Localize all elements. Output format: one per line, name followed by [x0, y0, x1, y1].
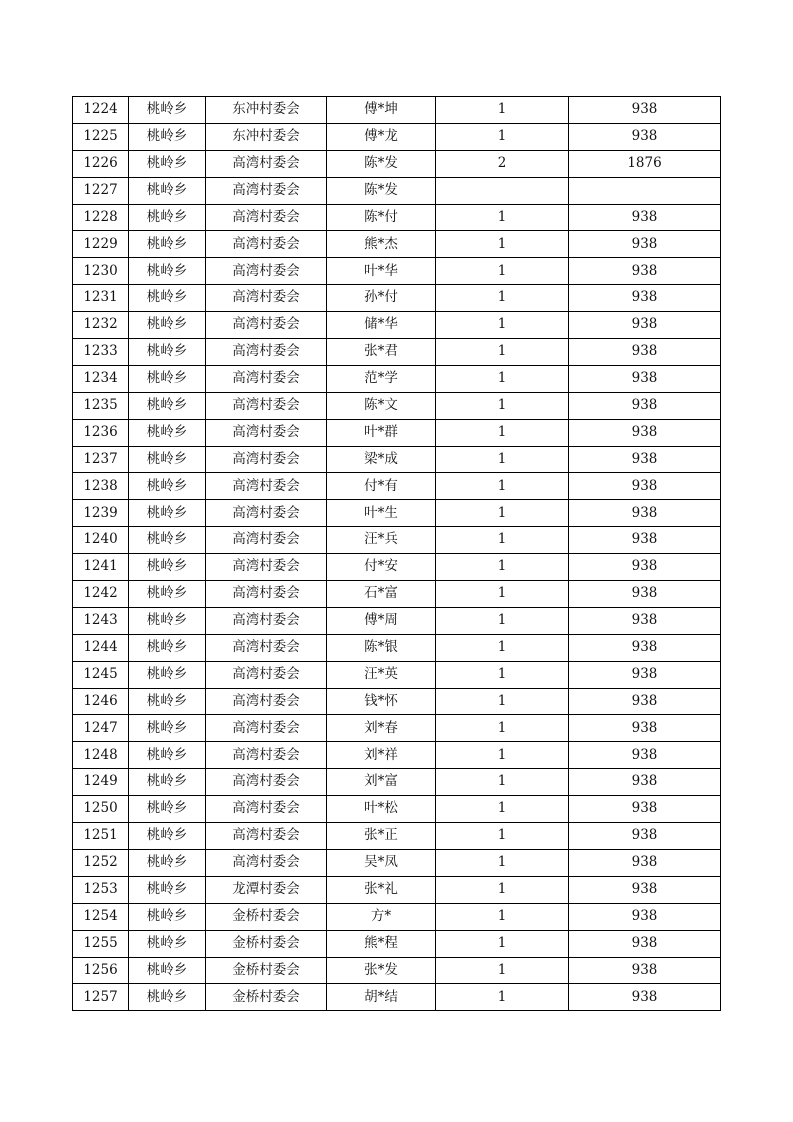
person-name-cell: 钱*怀 — [327, 688, 436, 715]
township-cell: 桃岭乡 — [129, 258, 206, 285]
amount-cell — [569, 177, 721, 204]
village-committee-cell: 高湾村委会 — [206, 500, 327, 527]
township-cell: 桃岭乡 — [129, 177, 206, 204]
row-number-cell: 1255 — [73, 930, 129, 957]
amount-cell: 938 — [569, 769, 721, 796]
township-cell: 桃岭乡 — [129, 769, 206, 796]
count-cell: 1 — [436, 607, 569, 634]
row-number-cell: 1245 — [73, 661, 129, 688]
table-row — [73, 984, 721, 1011]
count-cell: 1 — [436, 97, 569, 124]
person-name-cell: 付*有 — [327, 473, 436, 500]
amount-cell: 938 — [569, 849, 721, 876]
row-number-cell: 1254 — [73, 903, 129, 930]
township-cell: 桃岭乡 — [129, 930, 206, 957]
count-cell: 1 — [436, 634, 569, 661]
table-row — [73, 715, 721, 742]
village-committee-cell: 高湾村委会 — [206, 581, 327, 608]
count-cell: 1 — [436, 769, 569, 796]
person-name-cell: 张*发 — [327, 957, 436, 984]
row-number-cell: 1250 — [73, 796, 129, 823]
amount-cell: 938 — [569, 473, 721, 500]
table-row — [73, 527, 721, 554]
amount-cell: 938 — [569, 339, 721, 366]
count-cell: 1 — [436, 123, 569, 150]
township-cell: 桃岭乡 — [129, 903, 206, 930]
row-number-cell: 1237 — [73, 446, 129, 473]
count-cell: 2 — [436, 150, 569, 177]
table-row — [73, 123, 721, 150]
table-row — [73, 446, 721, 473]
township-cell: 桃岭乡 — [129, 446, 206, 473]
amount-cell: 938 — [569, 258, 721, 285]
amount-cell: 938 — [569, 123, 721, 150]
table-row — [73, 769, 721, 796]
amount-cell: 938 — [569, 312, 721, 339]
count-cell: 1 — [436, 527, 569, 554]
count-cell: 1 — [436, 903, 569, 930]
person-name-cell: 叶*群 — [327, 419, 436, 446]
roster-body — [73, 97, 721, 1011]
row-number-cell: 1228 — [73, 204, 129, 231]
township-cell: 桃岭乡 — [129, 500, 206, 527]
village-committee-cell: 高湾村委会 — [206, 204, 327, 231]
amount-cell: 938 — [569, 365, 721, 392]
count-cell: 1 — [436, 258, 569, 285]
row-number-cell: 1230 — [73, 258, 129, 285]
count-cell: 1 — [436, 688, 569, 715]
amount-cell: 938 — [569, 446, 721, 473]
row-number-cell: 1233 — [73, 339, 129, 366]
table-row — [73, 607, 721, 634]
person-name-cell: 张*正 — [327, 823, 436, 850]
person-name-cell: 孙*付 — [327, 285, 436, 312]
person-name-cell: 叶*生 — [327, 500, 436, 527]
amount-cell: 938 — [569, 285, 721, 312]
township-cell: 桃岭乡 — [129, 204, 206, 231]
person-name-cell: 张*礼 — [327, 876, 436, 903]
row-number-cell: 1253 — [73, 876, 129, 903]
amount-cell: 938 — [569, 554, 721, 581]
village-committee-cell: 金桥村委会 — [206, 984, 327, 1011]
village-committee-cell: 东冲村委会 — [206, 123, 327, 150]
township-cell: 桃岭乡 — [129, 365, 206, 392]
count-cell: 1 — [436, 715, 569, 742]
table-row — [73, 554, 721, 581]
village-committee-cell: 高湾村委会 — [206, 661, 327, 688]
person-name-cell: 梁*成 — [327, 446, 436, 473]
table-row — [73, 581, 721, 608]
row-number-cell: 1251 — [73, 823, 129, 850]
row-number-cell: 1232 — [73, 312, 129, 339]
village-committee-cell: 龙潭村委会 — [206, 876, 327, 903]
amount-cell: 938 — [569, 796, 721, 823]
row-number-cell: 1231 — [73, 285, 129, 312]
table-row — [73, 150, 721, 177]
village-committee-cell: 高湾村委会 — [206, 607, 327, 634]
township-cell: 桃岭乡 — [129, 823, 206, 850]
table-row — [73, 688, 721, 715]
person-name-cell: 张*君 — [327, 339, 436, 366]
table-row — [73, 903, 721, 930]
person-name-cell: 熊*程 — [327, 930, 436, 957]
count-cell: 1 — [436, 984, 569, 1011]
count-cell: 1 — [436, 231, 569, 258]
row-number-cell: 1256 — [73, 957, 129, 984]
township-cell: 桃岭乡 — [129, 715, 206, 742]
count-cell: 1 — [436, 957, 569, 984]
township-cell: 桃岭乡 — [129, 97, 206, 124]
amount-cell: 938 — [569, 581, 721, 608]
township-cell: 桃岭乡 — [129, 554, 206, 581]
table-row — [73, 285, 721, 312]
amount-cell: 938 — [569, 876, 721, 903]
row-number-cell: 1234 — [73, 365, 129, 392]
row-number-cell: 1247 — [73, 715, 129, 742]
village-committee-cell: 高湾村委会 — [206, 796, 327, 823]
table-row — [73, 258, 721, 285]
township-cell: 桃岭乡 — [129, 634, 206, 661]
table-row — [73, 419, 721, 446]
table-row — [73, 312, 721, 339]
row-number-cell: 1236 — [73, 419, 129, 446]
village-committee-cell: 高湾村委会 — [206, 742, 327, 769]
amount-cell: 938 — [569, 97, 721, 124]
count-cell: 1 — [436, 500, 569, 527]
count-cell: 1 — [436, 742, 569, 769]
village-committee-cell: 高湾村委会 — [206, 823, 327, 850]
count-cell: 1 — [436, 339, 569, 366]
table-row — [73, 97, 721, 124]
count-cell: 1 — [436, 796, 569, 823]
table-row — [73, 957, 721, 984]
person-name-cell: 陈*发 — [327, 150, 436, 177]
village-committee-cell: 高湾村委会 — [206, 365, 327, 392]
count-cell: 1 — [436, 285, 569, 312]
row-number-cell: 1252 — [73, 849, 129, 876]
village-committee-cell: 金桥村委会 — [206, 957, 327, 984]
person-name-cell: 方* — [327, 903, 436, 930]
township-cell: 桃岭乡 — [129, 581, 206, 608]
person-name-cell: 陈*文 — [327, 392, 436, 419]
township-cell: 桃岭乡 — [129, 527, 206, 554]
subsidy-roster-table — [72, 96, 721, 1011]
township-cell: 桃岭乡 — [129, 473, 206, 500]
table-row — [73, 796, 721, 823]
count-cell: 1 — [436, 661, 569, 688]
count-cell: 1 — [436, 823, 569, 850]
township-cell: 桃岭乡 — [129, 957, 206, 984]
amount-cell: 938 — [569, 419, 721, 446]
row-number-cell: 1226 — [73, 150, 129, 177]
township-cell: 桃岭乡 — [129, 661, 206, 688]
table-row — [73, 634, 721, 661]
village-committee-cell: 高湾村委会 — [206, 258, 327, 285]
village-committee-cell: 高湾村委会 — [206, 312, 327, 339]
person-name-cell: 熊*杰 — [327, 231, 436, 258]
person-name-cell: 刘*祥 — [327, 742, 436, 769]
township-cell: 桃岭乡 — [129, 339, 206, 366]
table-row — [73, 742, 721, 769]
table-row — [73, 823, 721, 850]
row-number-cell: 1248 — [73, 742, 129, 769]
table-row — [73, 849, 721, 876]
count-cell: 1 — [436, 204, 569, 231]
township-cell: 桃岭乡 — [129, 312, 206, 339]
row-number-cell: 1240 — [73, 527, 129, 554]
table-row — [73, 392, 721, 419]
amount-cell: 938 — [569, 661, 721, 688]
amount-cell: 938 — [569, 715, 721, 742]
person-name-cell: 叶*华 — [327, 258, 436, 285]
township-cell: 桃岭乡 — [129, 607, 206, 634]
village-committee-cell: 高湾村委会 — [206, 419, 327, 446]
amount-cell: 938 — [569, 823, 721, 850]
amount-cell: 938 — [569, 742, 721, 769]
count-cell: 1 — [436, 554, 569, 581]
amount-cell: 938 — [569, 607, 721, 634]
row-number-cell: 1246 — [73, 688, 129, 715]
township-cell: 桃岭乡 — [129, 688, 206, 715]
table-row — [73, 204, 721, 231]
table-row — [73, 365, 721, 392]
person-name-cell: 陈*付 — [327, 204, 436, 231]
village-committee-cell: 高湾村委会 — [206, 527, 327, 554]
township-cell: 桃岭乡 — [129, 150, 206, 177]
count-cell: 1 — [436, 930, 569, 957]
row-number-cell: 1224 — [73, 97, 129, 124]
person-name-cell: 陈*发 — [327, 177, 436, 204]
amount-cell: 1876 — [569, 150, 721, 177]
person-name-cell: 石*富 — [327, 581, 436, 608]
village-committee-cell: 高湾村委会 — [206, 769, 327, 796]
township-cell: 桃岭乡 — [129, 123, 206, 150]
amount-cell: 938 — [569, 930, 721, 957]
count-cell: 1 — [436, 849, 569, 876]
table-row — [73, 930, 721, 957]
row-number-cell: 1242 — [73, 581, 129, 608]
person-name-cell: 范*学 — [327, 365, 436, 392]
count-cell: 1 — [436, 446, 569, 473]
person-name-cell: 傅*坤 — [327, 97, 436, 124]
village-committee-cell: 高湾村委会 — [206, 339, 327, 366]
amount-cell: 938 — [569, 903, 721, 930]
person-name-cell: 付*安 — [327, 554, 436, 581]
village-committee-cell: 高湾村委会 — [206, 285, 327, 312]
table-row — [73, 876, 721, 903]
person-name-cell: 叶*松 — [327, 796, 436, 823]
township-cell: 桃岭乡 — [129, 796, 206, 823]
count-cell: 1 — [436, 365, 569, 392]
village-committee-cell: 高湾村委会 — [206, 446, 327, 473]
person-name-cell: 储*华 — [327, 312, 436, 339]
village-committee-cell: 东冲村委会 — [206, 97, 327, 124]
amount-cell: 938 — [569, 688, 721, 715]
row-number-cell: 1257 — [73, 984, 129, 1011]
person-name-cell: 汪*兵 — [327, 527, 436, 554]
row-number-cell: 1244 — [73, 634, 129, 661]
row-number-cell: 1235 — [73, 392, 129, 419]
table-row — [73, 177, 721, 204]
count-cell: 1 — [436, 876, 569, 903]
amount-cell: 938 — [569, 957, 721, 984]
row-number-cell: 1227 — [73, 177, 129, 204]
person-name-cell: 胡*结 — [327, 984, 436, 1011]
row-number-cell: 1229 — [73, 231, 129, 258]
row-number-cell: 1241 — [73, 554, 129, 581]
township-cell: 桃岭乡 — [129, 876, 206, 903]
village-committee-cell: 高湾村委会 — [206, 392, 327, 419]
table-row — [73, 661, 721, 688]
village-committee-cell: 高湾村委会 — [206, 231, 327, 258]
count-cell — [436, 177, 569, 204]
person-name-cell: 傅*龙 — [327, 123, 436, 150]
township-cell: 桃岭乡 — [129, 419, 206, 446]
row-number-cell: 1238 — [73, 473, 129, 500]
person-name-cell: 刘*富 — [327, 769, 436, 796]
count-cell: 1 — [436, 392, 569, 419]
amount-cell: 938 — [569, 204, 721, 231]
amount-cell: 938 — [569, 231, 721, 258]
village-committee-cell: 高湾村委会 — [206, 554, 327, 581]
person-name-cell: 陈*银 — [327, 634, 436, 661]
village-committee-cell: 金桥村委会 — [206, 930, 327, 957]
village-committee-cell: 高湾村委会 — [206, 473, 327, 500]
document-page — [72, 96, 721, 1011]
row-number-cell: 1249 — [73, 769, 129, 796]
village-committee-cell: 高湾村委会 — [206, 150, 327, 177]
person-name-cell: 吴*凤 — [327, 849, 436, 876]
row-number-cell: 1243 — [73, 607, 129, 634]
village-committee-cell: 高湾村委会 — [206, 849, 327, 876]
amount-cell: 938 — [569, 984, 721, 1011]
count-cell: 1 — [436, 419, 569, 446]
township-cell: 桃岭乡 — [129, 231, 206, 258]
person-name-cell: 刘*春 — [327, 715, 436, 742]
amount-cell: 938 — [569, 634, 721, 661]
township-cell: 桃岭乡 — [129, 742, 206, 769]
person-name-cell: 汪*英 — [327, 661, 436, 688]
row-number-cell: 1239 — [73, 500, 129, 527]
table-row — [73, 500, 721, 527]
village-committee-cell: 高湾村委会 — [206, 715, 327, 742]
amount-cell: 938 — [569, 392, 721, 419]
township-cell: 桃岭乡 — [129, 392, 206, 419]
township-cell: 桃岭乡 — [129, 285, 206, 312]
count-cell: 1 — [436, 312, 569, 339]
person-name-cell: 傅*周 — [327, 607, 436, 634]
village-committee-cell: 金桥村委会 — [206, 903, 327, 930]
amount-cell: 938 — [569, 527, 721, 554]
table-row — [73, 473, 721, 500]
village-committee-cell: 高湾村委会 — [206, 177, 327, 204]
table-row — [73, 231, 721, 258]
count-cell: 1 — [436, 581, 569, 608]
row-number-cell: 1225 — [73, 123, 129, 150]
township-cell: 桃岭乡 — [129, 849, 206, 876]
amount-cell: 938 — [569, 500, 721, 527]
village-committee-cell: 高湾村委会 — [206, 688, 327, 715]
township-cell: 桃岭乡 — [129, 984, 206, 1011]
count-cell: 1 — [436, 473, 569, 500]
village-committee-cell: 高湾村委会 — [206, 634, 327, 661]
table-row — [73, 339, 721, 366]
